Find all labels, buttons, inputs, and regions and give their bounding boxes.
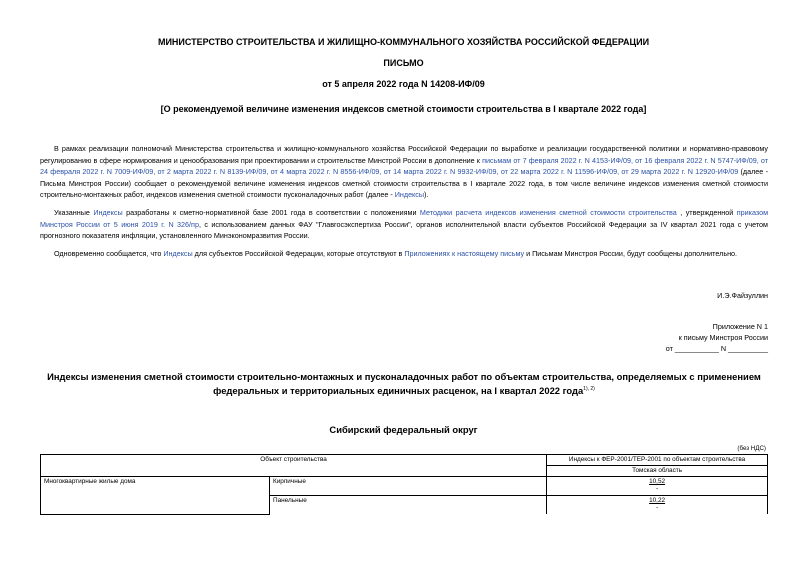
appendix-reference: [666, 321, 768, 354]
appendix-title-footnote: 1), 2): [583, 386, 595, 392]
paragraph-3-text-c: и Письмам Минстроя России, будут сообщены дополнительно.: [524, 249, 738, 258]
document-type: ПИСЬМО: [383, 58, 424, 68]
appendix-number: Приложение N 1: [712, 322, 768, 331]
row-index-cell: [547, 496, 768, 515]
paragraph-2: [40, 207, 768, 242]
link-indices[interactable]: Индексы: [163, 249, 193, 258]
header-indices: Индексы к ФЕР-2001/ТЕР-2001 по объектам строительства: [547, 455, 768, 466]
row-index-extra: -: [655, 485, 659, 492]
signature: И.Э.Файзуллин: [717, 291, 768, 300]
table-row: [41, 477, 768, 496]
paragraph-1-text-a: В рамках реализации полномочий Министерства строительства и жилищно-коммунального хозяйства Российской Федерации по выработке и реализации государственной политики и нормативно-правовому регулированию в сфере нормирования и ценообразования при проектировании и строительстве Минстрой России в дополнение к: [40, 144, 768, 165]
row-index-extra: -: [655, 504, 659, 511]
row-index-cell: [547, 477, 768, 496]
appendix-title-text: Индексы изменения сметной стоимости строительно-монтажных и пусконаладочных работ по объектам строительства, определяемых с применением федеральных и территориальных единичных расценок, на I квартал 2022 года: [47, 371, 761, 397]
link-methodology[interactable]: Методики расчета индексов изменения сметной стоимости строительства: [419, 208, 677, 217]
document-date-number: от 5 апреля 2022 года N 14208-ИФ/09: [322, 79, 485, 89]
paragraph-3-text-b: для субъектов Российской Федерации, которые отсутствуют в: [192, 249, 405, 258]
appendix-title: [40, 371, 768, 397]
link-order-326[interactable]: приказом Минстроя России от 5 июня 2019 г. N 326/пр: [40, 208, 769, 229]
link-indices[interactable]: Индексы: [394, 190, 425, 199]
paragraph-2-text-b: разработаны к сметно-нормативной базе 2001 года в соответствии с положениями: [122, 208, 420, 217]
paragraph-1: [40, 143, 768, 201]
vat-note: (без НДС): [737, 445, 766, 452]
row-subtype: Кирпичные: [270, 477, 547, 496]
link-appendices[interactable]: Приложениях к настоящему письму: [404, 249, 525, 258]
row-index-value: 10,52: [649, 478, 666, 485]
paragraph-3-text-a: Одновременно сообщается, что: [54, 249, 164, 258]
header-object: Объект строительства: [41, 455, 547, 477]
paragraph-1-text-c: ).: [424, 190, 429, 199]
document-subject: [О рекомендуемой величине изменения индексов сметной стоимости строительства в I квартале 2022 года]: [160, 104, 647, 114]
paragraph-3: [40, 248, 768, 260]
link-previous-letters[interactable]: письмам от 7 февраля 2022 г. N 4153-ИФ/09, от 16 февраля 2022 г. N 5747-ИФ/09, от 24 февраля 2022 г. N 7009-ИФ/09, от 2 марта 2022 г. N 8139-ИФ/09, от 4 марта 2022 г. N 8556-ИФ/09, от 14 марта 2022 г. N 9932-ИФ/09, от 22 марта 2022 г. N 11596-ИФ/09, от 29 марта 2022 г. N 12920-ИФ/09: [40, 155, 768, 176]
appendix-letter-ref: к письму Минстроя России: [678, 333, 768, 342]
row-index-value: 10,22: [649, 497, 666, 504]
paragraph-2-text-a: Указанные: [54, 208, 94, 217]
paragraph-2-text-c: , утвержденной: [676, 208, 737, 217]
row-subtype: Панельные: [270, 496, 547, 515]
header-region: Томская область: [547, 466, 768, 477]
table-header-row: [41, 455, 768, 466]
ministry-title: МИНИСТЕРСТВО СТРОИТЕЛЬСТВА И ЖИЛИЩНО-КОММУНАЛЬНОГО ХОЗЯЙСТВА РОССИЙСКОЙ ФЕДЕРАЦИИ: [157, 37, 650, 47]
indices-table: [40, 454, 768, 515]
appendix-date-number: от ___________ N __________: [665, 344, 768, 353]
row-object: Многоквартирные жилые дома: [41, 477, 270, 515]
paragraph-2-text-d: , с использованием данных ФАУ "Главгосэкспертиза России", органов исполнительной власти субъектов Российской Федерации за IV квартал 2021 года с учетом прогнозного показателя инфляции, установленного Минэкономразвития России.: [40, 219, 768, 240]
link-indices[interactable]: Индексы: [93, 208, 123, 217]
federal-district: Сибирский федеральный округ: [329, 424, 478, 435]
paragraph-1-text-b: (далее - Письма Минстроя России) сообщает о рекомендуемой величине изменения индексов сметной стоимости строительства в I квартале 2022 года, в том числе величине индексов изменения сметной стоимости строительно-монтажных работ, индексов изменения сметной стоимости пусконаладочных работ (далее -: [40, 167, 768, 199]
